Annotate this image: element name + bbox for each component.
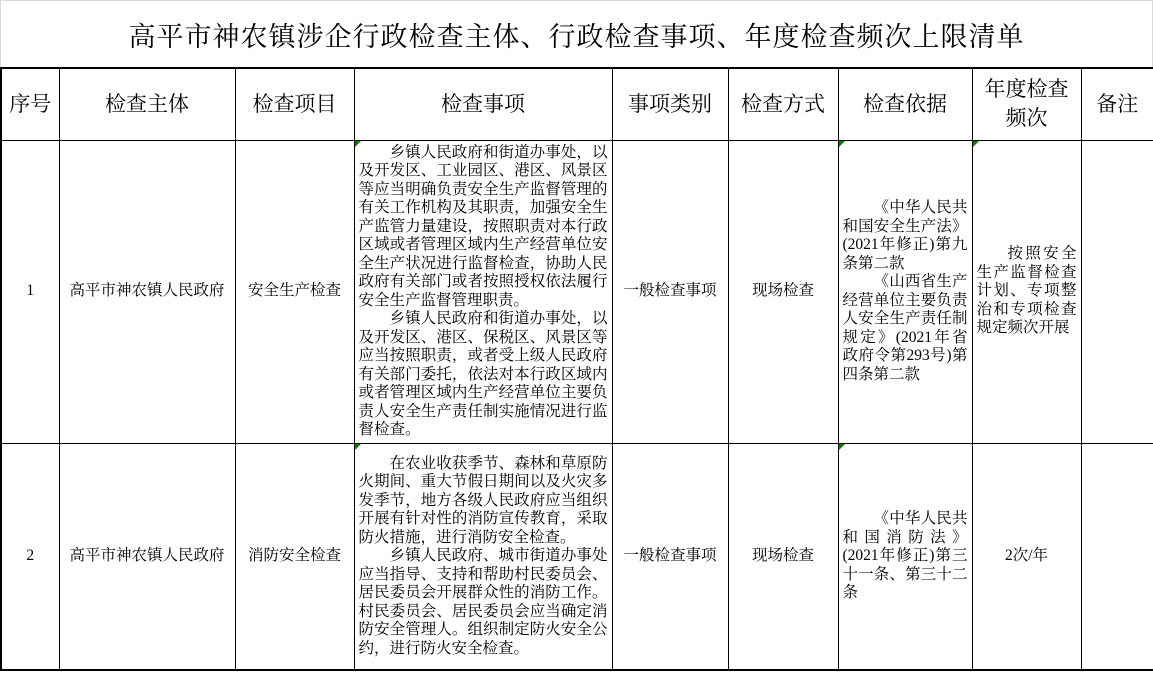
header-category: 事项类别: [612, 68, 728, 140]
cell-basis: [838, 443, 972, 670]
page-title: 高平市神农镇涉企行政检查主体、行政检查事项、年度检查频次上限清单: [0, 0, 1153, 67]
cell-matter: [354, 443, 612, 670]
header-subject: 检查主体: [59, 68, 235, 140]
comment-marker-icon: [839, 141, 846, 148]
comment-marker-icon: [355, 444, 362, 451]
header-matter: 检查事项: [354, 68, 612, 140]
cell-basis: [838, 140, 972, 443]
cell-remark: [1081, 140, 1153, 443]
basis-paragraph: 《山西省生产经营单位主要负责人安全生产责任制规定》(2021年省政府令第293号)第四条第二款: [842, 273, 968, 383]
header-frequency: 年度检查频次: [972, 68, 1081, 140]
matter-paragraph: 在农业收获季节、森林和草原防火期间、重大节假日期间以及火灾多发季节，地方各级人民政府应当组织开展有针对性的消防宣传教育，采取防火措施，进行消防安全检查。: [358, 454, 608, 546]
cell-category: 一般检查事项: [612, 443, 728, 670]
matter-paragraph: 乡镇人民政府、城市街道办事处应当指导、支持和帮助村民委员会、居民委员会开展群众性的消防工作。村民委员会、居民委员会应当确定消防安全管理人。组织制定防火安全公约，进行防火安全检查。: [358, 547, 608, 657]
header-basis: 检查依据: [838, 68, 972, 140]
inspection-table: [0, 67, 1153, 671]
cell-method: 现场检查: [728, 443, 838, 670]
cell-seq: 1: [1, 140, 59, 443]
header-method: 检查方式: [728, 68, 838, 140]
header-project: 检查项目: [235, 68, 354, 140]
matter-paragraph: 乡镇人民政府和街道办事处，以及开发区、港区、保税区、风景区等应当按照职责，或者受上级人民政府有关部门委托，依法对本行政区域内或者管理区域内生产经营单位主要负责人安全生产责任制实施情况进行监督检查。: [358, 310, 608, 438]
basis-paragraph: 《中华人民共和国消防法》(2021年修正)第三十一条、第三十二条: [842, 510, 968, 601]
cell-frequency: 2次/年: [972, 443, 1081, 670]
frequency-text: 按照安全生产监督检查计划、专项整治和专项检查规定频次开展: [976, 245, 1077, 337]
comment-marker-icon: [973, 141, 980, 148]
comment-marker-icon: [839, 444, 846, 451]
cell-matter: [354, 140, 612, 443]
cell-project: 消防安全检查: [235, 443, 354, 670]
matter-paragraph: 乡镇人民政府和街道办事处，以及开发区、工业园区、港区、风景区等应当明确负责安全生产监督管理的有关工作机构及其职责，加强安全生产监管力量建设，按照职责对本行政区域或者管理区域内生产经营单位安全生产状况进行监督检查，协助人民政府有关部门或者按照授权依法履行安全生产监督管理职责。: [358, 143, 608, 309]
header-seq: 序号: [1, 68, 59, 140]
cell-method: 现场检查: [728, 140, 838, 443]
cell-remark: [1081, 443, 1153, 670]
table-row: [1, 443, 1153, 670]
table-row: [1, 140, 1153, 443]
table-header-row: [1, 68, 1153, 140]
cell-subject: 高平市神农镇人民政府: [59, 443, 235, 670]
cell-frequency: [972, 140, 1081, 443]
header-remark: 备注: [1081, 68, 1153, 140]
cell-project: 安全生产检查: [235, 140, 354, 443]
cell-subject: 高平市神农镇人民政府: [59, 140, 235, 443]
cell-category: 一般检查事项: [612, 140, 728, 443]
basis-paragraph: 《中华人民共和国安全生产法》(2021年修正)第九条第二款: [842, 199, 968, 272]
cell-seq: 2: [1, 443, 59, 670]
